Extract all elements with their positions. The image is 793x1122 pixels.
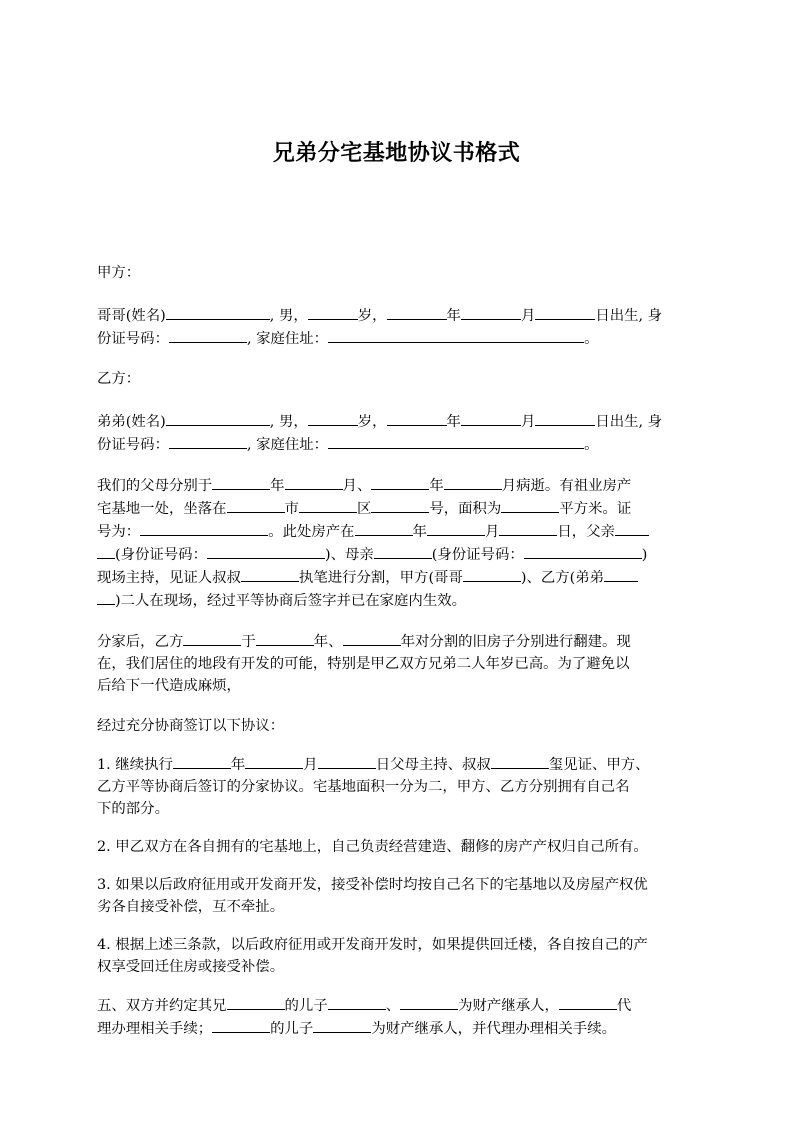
text: 3. 如果以后政府征用或开发商开发，接受补偿时均按自己名下的宅基地以及房屋产权优 xyxy=(97,877,648,893)
blank[interactable] xyxy=(299,497,357,513)
text: 年 xyxy=(429,478,444,494)
text: 日，父亲 xyxy=(557,524,615,540)
blank[interactable] xyxy=(212,1017,270,1033)
blank[interactable] xyxy=(444,474,502,490)
text: 权享受回迁住房或接受补偿。 xyxy=(97,959,285,975)
text: 年 xyxy=(230,757,246,773)
text: 年、 xyxy=(313,634,343,650)
text: 岁， xyxy=(357,308,387,324)
blank[interactable] xyxy=(355,520,413,536)
text: 份证号码： xyxy=(97,437,169,453)
blank[interactable] xyxy=(227,994,285,1010)
text: )二人在现场，经过平等协商后签字并已在家庭内生效。 xyxy=(115,593,466,609)
blank[interactable] xyxy=(427,520,485,536)
text: 后给下一代造成麻烦， xyxy=(97,678,241,694)
id-blank[interactable] xyxy=(169,327,247,343)
blank[interactable] xyxy=(491,753,549,769)
age-blank[interactable] xyxy=(308,304,358,320)
text: 平方米。证 xyxy=(559,501,632,517)
text: 代 xyxy=(616,998,632,1014)
text: 五、双方并约定其兄 xyxy=(97,998,227,1014)
text: 份证号码： xyxy=(97,331,169,347)
text: 弟弟(姓名) xyxy=(97,414,166,430)
text: 日父母主持、叔叔 xyxy=(375,757,491,773)
clause-5 xyxy=(97,994,702,1040)
text: 为财产继承人， xyxy=(458,998,559,1014)
text: 岁， xyxy=(357,414,387,430)
text: 玺见证、甲方、 xyxy=(548,757,650,773)
text: 下的部分。 xyxy=(97,801,169,817)
clause-3 xyxy=(97,874,702,918)
text: (身份证号码： xyxy=(115,547,207,563)
agreement-intro: 经过充分协商签订以下协议： xyxy=(97,718,285,734)
text: , 男， xyxy=(269,414,308,430)
text: 月病逝。有祖业房产 xyxy=(501,478,632,494)
blank[interactable] xyxy=(343,630,401,646)
blank[interactable] xyxy=(285,474,343,490)
text: 我们的父母分别于 xyxy=(97,478,213,494)
name-blank[interactable] xyxy=(166,304,270,320)
background-paragraph xyxy=(97,474,702,612)
month-blank[interactable] xyxy=(461,304,521,320)
party-a-info xyxy=(97,304,702,350)
month-blank[interactable] xyxy=(461,410,521,426)
text: 月 xyxy=(484,524,500,540)
blank[interactable] xyxy=(173,753,231,769)
text: 1. 继续执行 xyxy=(97,757,173,773)
blank[interactable] xyxy=(256,630,314,646)
clause-2: 2. 甲乙双方在各自拥有的宅基地上，自己负责经营建造、翻修的房产产权归自己所有。 xyxy=(97,839,648,855)
text: , 家庭住址： xyxy=(246,437,329,453)
text: 区 xyxy=(356,501,372,517)
text: 的儿子 xyxy=(284,998,328,1014)
blank[interactable] xyxy=(559,994,617,1010)
text: 4. 根据上述三条款，以后政府征用或开发商开发时，如果提供回迁楼，各自按自己的产 xyxy=(97,937,648,953)
text: 月 xyxy=(303,757,318,773)
text: 号为： xyxy=(97,524,141,540)
blank[interactable] xyxy=(313,1017,371,1033)
blank[interactable] xyxy=(371,497,429,513)
text: 年 xyxy=(446,308,461,324)
text: (身份证号码： xyxy=(431,547,524,563)
party-b-label: 乙方： xyxy=(97,371,141,387)
blank[interactable] xyxy=(227,497,285,513)
text: 执笔进行分割，甲方(哥哥 xyxy=(298,570,463,586)
year-blank[interactable] xyxy=(387,304,447,320)
text: 为财产继承人，并代理办理相关手续。 xyxy=(371,1021,616,1037)
text: )、乙方(弟弟 xyxy=(520,570,605,586)
blank[interactable] xyxy=(501,497,559,513)
blank[interactable] xyxy=(374,543,432,559)
text: ) xyxy=(641,547,648,563)
blank[interactable] xyxy=(97,543,115,559)
blank[interactable] xyxy=(318,753,376,769)
blank[interactable] xyxy=(371,474,429,490)
blank[interactable] xyxy=(241,566,299,582)
text: 。此处房产在 xyxy=(268,524,355,540)
document-body xyxy=(97,262,702,1040)
name-blank[interactable] xyxy=(166,410,270,426)
day-blank[interactable] xyxy=(535,304,595,320)
after-division-paragraph xyxy=(97,630,702,697)
blank[interactable] xyxy=(183,630,241,646)
text: 月 xyxy=(520,308,536,324)
blank[interactable] xyxy=(207,543,325,559)
day-blank[interactable] xyxy=(535,410,595,426)
text: 分家后，乙方 xyxy=(97,634,184,650)
blank[interactable] xyxy=(97,589,115,605)
text: 日出生, 身 xyxy=(595,308,663,324)
text: 年对分割的旧房子分别进行翻建。现 xyxy=(400,634,631,650)
text: 现场主持，见证人叔叔 xyxy=(97,570,241,586)
text: , 家庭住址： xyxy=(246,331,329,347)
text: 宅基地一处，坐落在 xyxy=(97,501,227,517)
text: 号，面积为 xyxy=(429,501,502,517)
text: )、母亲 xyxy=(324,547,374,563)
text: 。 xyxy=(584,331,599,347)
text: , 男， xyxy=(269,308,308,324)
text: 、 xyxy=(385,998,401,1014)
text: 于 xyxy=(241,634,256,650)
clause-1 xyxy=(97,753,702,820)
blank[interactable] xyxy=(499,520,557,536)
blank[interactable] xyxy=(140,520,268,536)
text: 乙方平等协商后签订的分家协议。宅基地面积一分为二，甲方、乙方分别拥有自己名 xyxy=(97,779,630,795)
text: 年 xyxy=(412,524,427,540)
blank[interactable] xyxy=(604,566,638,582)
text: 日出生, 身 xyxy=(595,414,663,430)
party-a-label: 甲方： xyxy=(97,265,141,281)
text: 哥哥(姓名) xyxy=(97,308,166,324)
text: 的儿子 xyxy=(270,1021,314,1037)
address-blank[interactable] xyxy=(328,327,584,343)
blank[interactable] xyxy=(463,566,521,582)
text: 理办理相关手续； xyxy=(97,1021,213,1037)
text: 年 xyxy=(270,478,285,494)
text: 在，我们居住的地段有开发的可能，特别是甲乙双方兄弟二人年岁已高。为了避免以 xyxy=(97,656,630,672)
blank[interactable] xyxy=(328,994,386,1010)
text: 。 xyxy=(584,437,599,453)
address-blank[interactable] xyxy=(328,433,584,449)
blank[interactable] xyxy=(400,994,458,1010)
text: 劣各自接受补偿，互不牵扯。 xyxy=(97,899,285,915)
blank[interactable] xyxy=(615,520,649,536)
blank[interactable] xyxy=(524,543,642,559)
document-title: 兄弟分宅基地协议书格式 xyxy=(272,141,521,166)
clause-4 xyxy=(97,934,702,978)
age-blank[interactable] xyxy=(308,410,358,426)
text: 月、 xyxy=(342,478,372,494)
party-b-info xyxy=(97,410,702,456)
blank[interactable] xyxy=(212,474,270,490)
text: 市 xyxy=(284,501,299,517)
text: 月 xyxy=(520,414,536,430)
id-blank[interactable] xyxy=(169,433,247,449)
text: 年 xyxy=(446,414,461,430)
year-blank[interactable] xyxy=(387,410,447,426)
blank[interactable] xyxy=(245,753,303,769)
